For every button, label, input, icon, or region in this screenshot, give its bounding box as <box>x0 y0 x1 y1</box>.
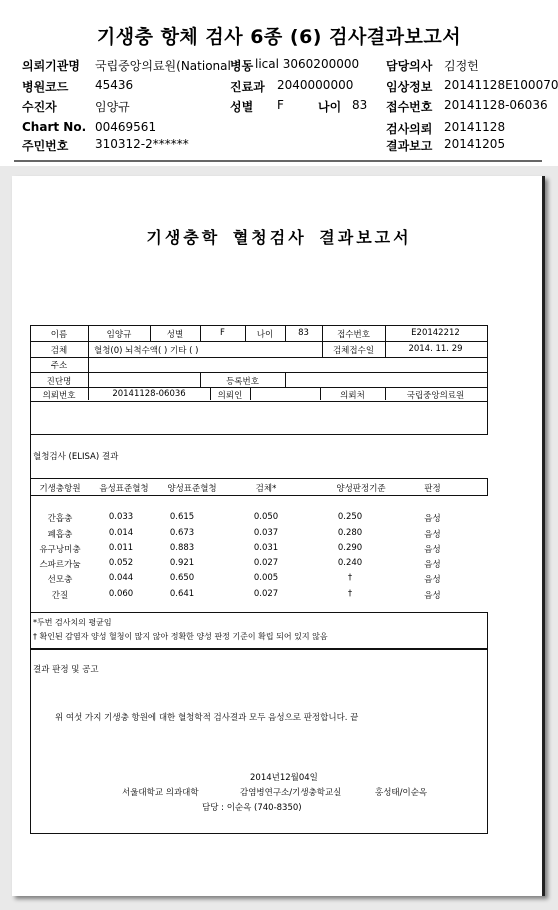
row-positive: 0.921 <box>169 558 195 568</box>
request-no-label: 의뢰번호 <box>42 391 76 401</box>
row-specimen: 0.031 <box>253 543 279 553</box>
row-specimen: 0.027 <box>253 558 279 568</box>
received-value: 2014. 11. 29 <box>408 344 463 354</box>
elisa-header-antigen: 기생충항원 <box>39 484 81 494</box>
row-antigen: 유구낭미충 <box>39 545 81 555</box>
chart-label: Chart No. <box>22 120 87 134</box>
clinical-value: 20141128E100070 <box>444 78 558 92</box>
header-divider <box>14 160 542 162</box>
row-negative: 0.060 <box>108 589 134 599</box>
hospital-value: 국립중앙의료원(National <box>95 59 231 73</box>
row-cutoff: † <box>347 573 353 583</box>
row-antigen: 폐흡충 <box>47 530 73 540</box>
row-positive: 0.673 <box>169 528 195 538</box>
row-negative: 0.011 <box>108 543 134 553</box>
row-antigen: 간흡충 <box>47 514 73 524</box>
diagnosis-label: 진단명 <box>46 377 72 387</box>
sex-label: 성별 <box>230 100 254 114</box>
receipt-value: 20141128-06036 <box>444 98 548 112</box>
row-specimen: 0.037 <box>253 528 279 538</box>
clinical-label: 임상정보 <box>386 80 433 94</box>
age-label-paper: 나이 <box>256 330 274 340</box>
row-antigen: 스파르가눔 <box>39 560 81 570</box>
note-average: *두번 검사치의 평균임 <box>33 618 112 627</box>
elisa-header-positive: 양성표준혈청 <box>167 484 217 494</box>
row-positive: 0.883 <box>169 543 195 553</box>
elisa-header-specimen: 검체* <box>255 484 277 494</box>
row-cutoff: 0.240 <box>337 558 363 568</box>
row-cutoff: † <box>347 589 353 599</box>
elisa-header-negative: 음성표준혈청 <box>99 484 149 494</box>
received-label: 검체접수일 <box>332 346 375 356</box>
row-judgement: 음성 <box>424 545 441 555</box>
age-value: 83 <box>352 98 368 112</box>
name-label: 이름 <box>50 330 68 340</box>
report-title: 기생충 항체 검사 6종 (6) 검사결과보고서 <box>96 26 462 48</box>
conclusion-text: 위 여섯 가지 기생충 항원에 대한 혈청학적 검사결과 모두 음성으로 판정합니다. 끝 <box>55 713 359 723</box>
row-judgement: 음성 <box>424 560 441 570</box>
row-judgement: 음성 <box>424 575 441 585</box>
sex-label-paper: 성별 <box>166 330 184 340</box>
contact-person: 담당 : 이순옥 (740-8350) <box>202 803 302 813</box>
registration-label: 등록번호 <box>226 377 259 387</box>
requester-label: 의뢰인 <box>217 391 243 401</box>
org-department: 감염병연구소/기생충학교실 <box>240 788 342 798</box>
elisa-header-judgement: 판정 <box>424 484 441 494</box>
institution-value: 국립중앙의료원 <box>406 391 465 401</box>
patient-label: 수진자 <box>22 100 57 114</box>
address-label: 주소 <box>50 361 68 371</box>
row-specimen: 0.005 <box>253 573 279 583</box>
org-university: 서울대학교 의과대학 <box>122 788 199 798</box>
row-judgement: 음성 <box>424 530 441 540</box>
institution-label: 의뢰처 <box>340 391 365 401</box>
row-negative: 0.044 <box>108 573 134 583</box>
rrn-value: 310312-2****** <box>95 137 189 151</box>
hospital-code-value: 45436 <box>95 78 134 92</box>
clinic-label: 진료과 <box>230 80 265 94</box>
paper-title: 기생충학 혈청검사 결과보고서 <box>146 228 412 247</box>
age-value-paper: 83 <box>298 328 309 338</box>
note-dagger: † 확인된 감염자 양성 혈청이 많지 않아 정확한 양성 판정 기준이 확립 되어 있지 않음 <box>33 632 328 641</box>
name-value: 임양규 <box>106 330 132 340</box>
row-negative: 0.033 <box>108 512 134 522</box>
row-cutoff: 0.290 <box>337 543 363 553</box>
patient-value: 임양규 <box>95 100 130 114</box>
row-positive: 0.641 <box>169 589 195 599</box>
dept-code-value: lical 3060200000 <box>255 57 360 71</box>
specimen-value: 혈청(0) 뇌척수액( ) 기타 ( ) <box>94 346 199 356</box>
row-positive: 0.615 <box>169 512 195 522</box>
row-cutoff: 0.280 <box>337 528 363 538</box>
report-date: 2014년12월04일 <box>250 773 318 783</box>
row-specimen: 0.050 <box>253 512 279 522</box>
row-positive: 0.650 <box>169 573 195 583</box>
sex-value-paper: F <box>220 328 225 338</box>
doctor-value: 김정헌 <box>444 59 479 73</box>
request-value: 20141128 <box>444 120 506 134</box>
row-judgement: 음성 <box>424 514 441 524</box>
row-negative: 0.052 <box>108 558 134 568</box>
row-negative: 0.014 <box>108 528 134 538</box>
chart-value: 00469561 <box>95 120 157 134</box>
elisa-header-cutoff: 양성판정기준 <box>336 484 386 494</box>
row-cutoff: 0.250 <box>337 512 363 522</box>
row-antigen: 선모충 <box>47 575 73 585</box>
age-label: 나이 <box>318 100 342 114</box>
receipt-value-paper: E20142212 <box>411 328 460 338</box>
row-antigen: 간질 <box>51 591 69 601</box>
request-no-value: 20141128-06036 <box>112 389 186 399</box>
conclusion-title: 결과 판정 및 공고 <box>33 665 99 675</box>
hospital-code-label: 병원코드 <box>22 80 69 94</box>
clinic-value: 2040000000 <box>277 78 354 92</box>
row-specimen: 0.027 <box>253 589 279 599</box>
result-value: 20141205 <box>444 137 506 151</box>
row-judgement: 음성 <box>424 591 441 601</box>
sex-value: F <box>277 98 284 112</box>
signers: 홍성태/이순옥 <box>375 788 428 798</box>
rrn-label: 주민번호 <box>22 139 69 153</box>
hospital-label: 의뢰기관명 <box>22 59 80 73</box>
dept-code-label: 병동 <box>230 59 254 73</box>
request-label: 검사의뢰 <box>386 122 433 136</box>
doctor-label: 담당의사 <box>386 59 433 73</box>
receipt-label-paper: 접수번호 <box>337 330 370 340</box>
specimen-label: 검체 <box>50 346 68 356</box>
elisa-title: 혈청검사 (ELISA) 결과 <box>33 452 119 462</box>
receipt-label: 접수번호 <box>386 100 433 114</box>
result-label: 결과보고 <box>386 139 433 153</box>
